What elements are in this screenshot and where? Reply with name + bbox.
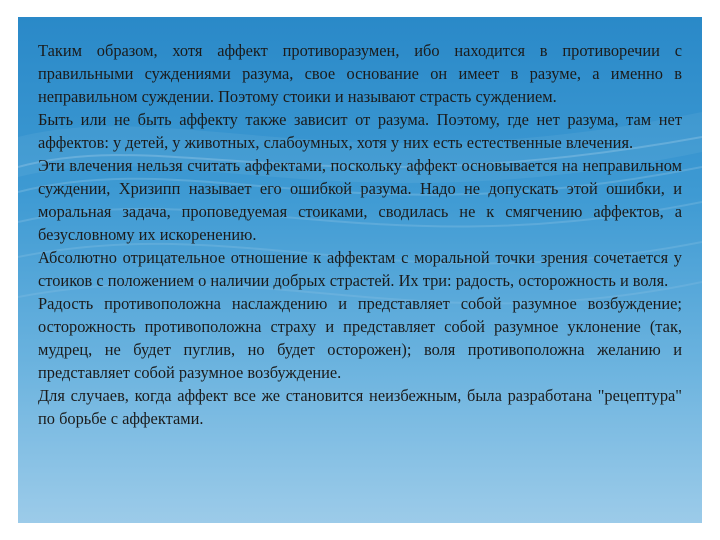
paragraph-6: Для случаев, когда аффект все же становится неизбежным, была разработана "рецептура" по борьбе с аффектами. — [38, 386, 682, 428]
paragraph-2: Быть или не быть аффекту также зависит от разума. Поэтому, где нет разума, там нет аффектов: у детей, у животных, слабоумных, хотя у них есть естественные влечения. — [38, 110, 682, 152]
slide-text — [38, 39, 682, 430]
slide-panel — [18, 17, 702, 523]
paragraph-3: Эти влечения нельзя считать аффектами, поскольку аффект основывается на неправильном суждении, Хризипп называет его ошибкой разума. Надо не допускать этой ошибки, и моральная задача, проповедуемая стоиками, сводилась не к смягчению аффектов, а безусловному их искоренению. — [38, 156, 682, 244]
paragraph-5: Радость противоположна наслаждению и представляет собой разумное возбуждение; осторожность противоположна страху и представляет собой разумное уклонение (так, мудрец, не будет пуглив, но будет осторожен); воля противоположна желанию и представляет собой разумное возбуждение. — [38, 294, 682, 382]
paragraph-1: Таким образом, хотя аффект противоразумен, ибо находится в противоречии с правильными суждениями разума, свое основание он имеет в разуме, а именно в неправильном суждении. Поэтому стоики и называют страсть суждением. — [38, 41, 682, 106]
paragraph-4: Абсолютно отрицательное отношение к аффектам с моральной точки зрения сочетается у стоиков с положением о наличии добрых страстей. Их три: радость, осторожность и воля. — [38, 248, 682, 290]
